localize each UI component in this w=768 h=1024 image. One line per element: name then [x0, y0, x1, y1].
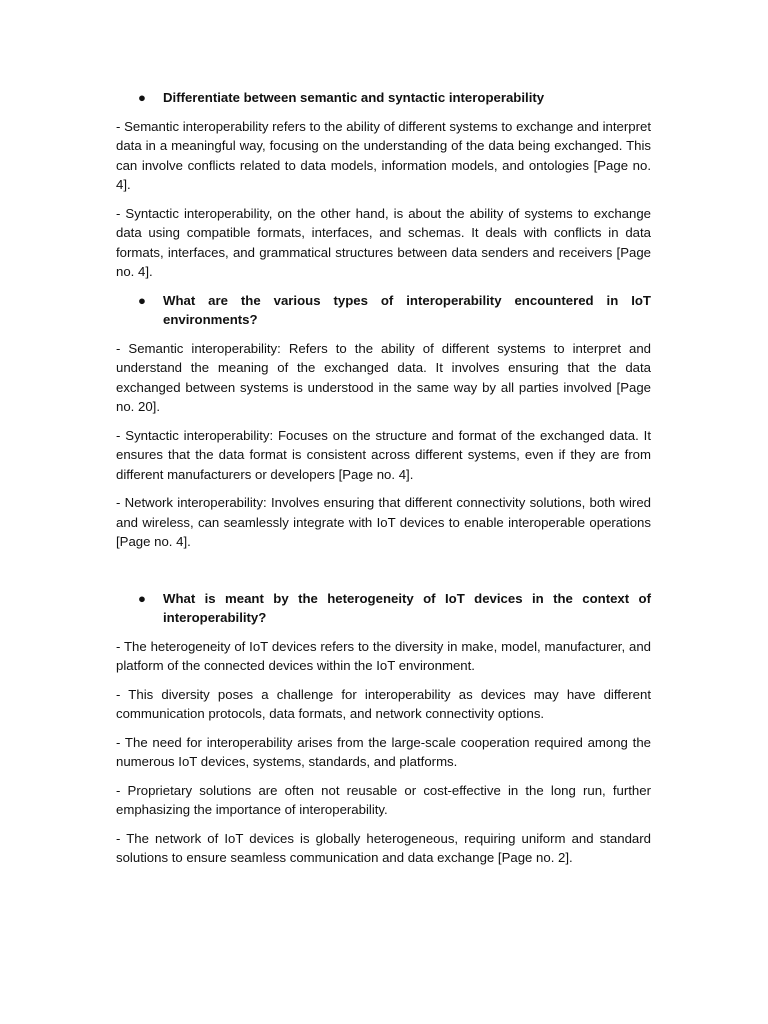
answer-paragraph: - The need for interoperability arises from the large-scale cooperation required among the numerous IoT devices, systems, standards, and platforms.	[116, 734, 651, 769]
answer-paragraph: - The network of IoT devices is globally heterogeneous, requiring uniform and standard solutions to ensure seamless communication and data exchange [Page no. 2].	[116, 830, 651, 865]
question-heading	[116, 291, 651, 330]
bullet-icon: ●	[138, 292, 146, 308]
bullet-icon: ●	[138, 590, 146, 606]
answer-paragraph: - The heterogeneity of IoT devices refers to the diversity in make, model, manufacturer, and platform of the connected devices within the IoT environment.	[116, 638, 651, 673]
answer-paragraph: - Semantic interoperability refers to the ability of different systems to exchange and interpret data in a meaningful way, focusing on the understanding of the data being exchanged. This can involve conflicts related to data models, information models, and ontologies [Page no. 4].	[116, 118, 651, 192]
answer-paragraph: - Syntactic interoperability: Focuses on the structure and format of the exchanged data. It ensures that the data format is consistent across different systems, even if they are from different manufacturers or developers [Page no. 4].	[116, 427, 651, 482]
answer-paragraph: - Semantic interoperability: Refers to the ability of different systems to interpret and understand the meaning of the exchanged data. It involves ensuring that the data exchanged between systems is understood in the same way by all parties involved [Page no. 20].	[116, 340, 651, 414]
question-text: What is meant by the heterogeneity of IoT devices in the context of interoperability?	[163, 590, 651, 625]
answer-paragraph: - Syntactic interoperability, on the other hand, is about the ability of systems to exchange data using compatible formats, interfaces, and schemas. It deals with conflicts in data formats, interfaces, and grammatical structures between data senders and receivers [Page no. 4].	[116, 205, 651, 279]
question-heading	[116, 589, 651, 628]
answer-paragraph: - This diversity poses a challenge for interoperability as devices may have different communication protocols, data formats, and network connectivity options.	[116, 686, 651, 721]
document-page	[116, 88, 651, 868]
bullet-icon: ●	[138, 90, 146, 105]
question-text: Differentiate between semantic and syntactic interoperability	[163, 90, 545, 105]
question-text: What are the various types of interoperability encountered in IoT environments?	[163, 292, 651, 327]
answer-paragraph: - Proprietary solutions are often not reusable or cost-effective in the long run, further emphasizing the importance of interoperability.	[116, 782, 651, 817]
answer-paragraph: - Network interoperability: Involves ensuring that different connectivity solutions, both wired and wireless, can seamlessly integrate with IoT devices to enable interoperable operations [Page no. 4].	[116, 495, 651, 549]
question-heading	[116, 88, 651, 108]
